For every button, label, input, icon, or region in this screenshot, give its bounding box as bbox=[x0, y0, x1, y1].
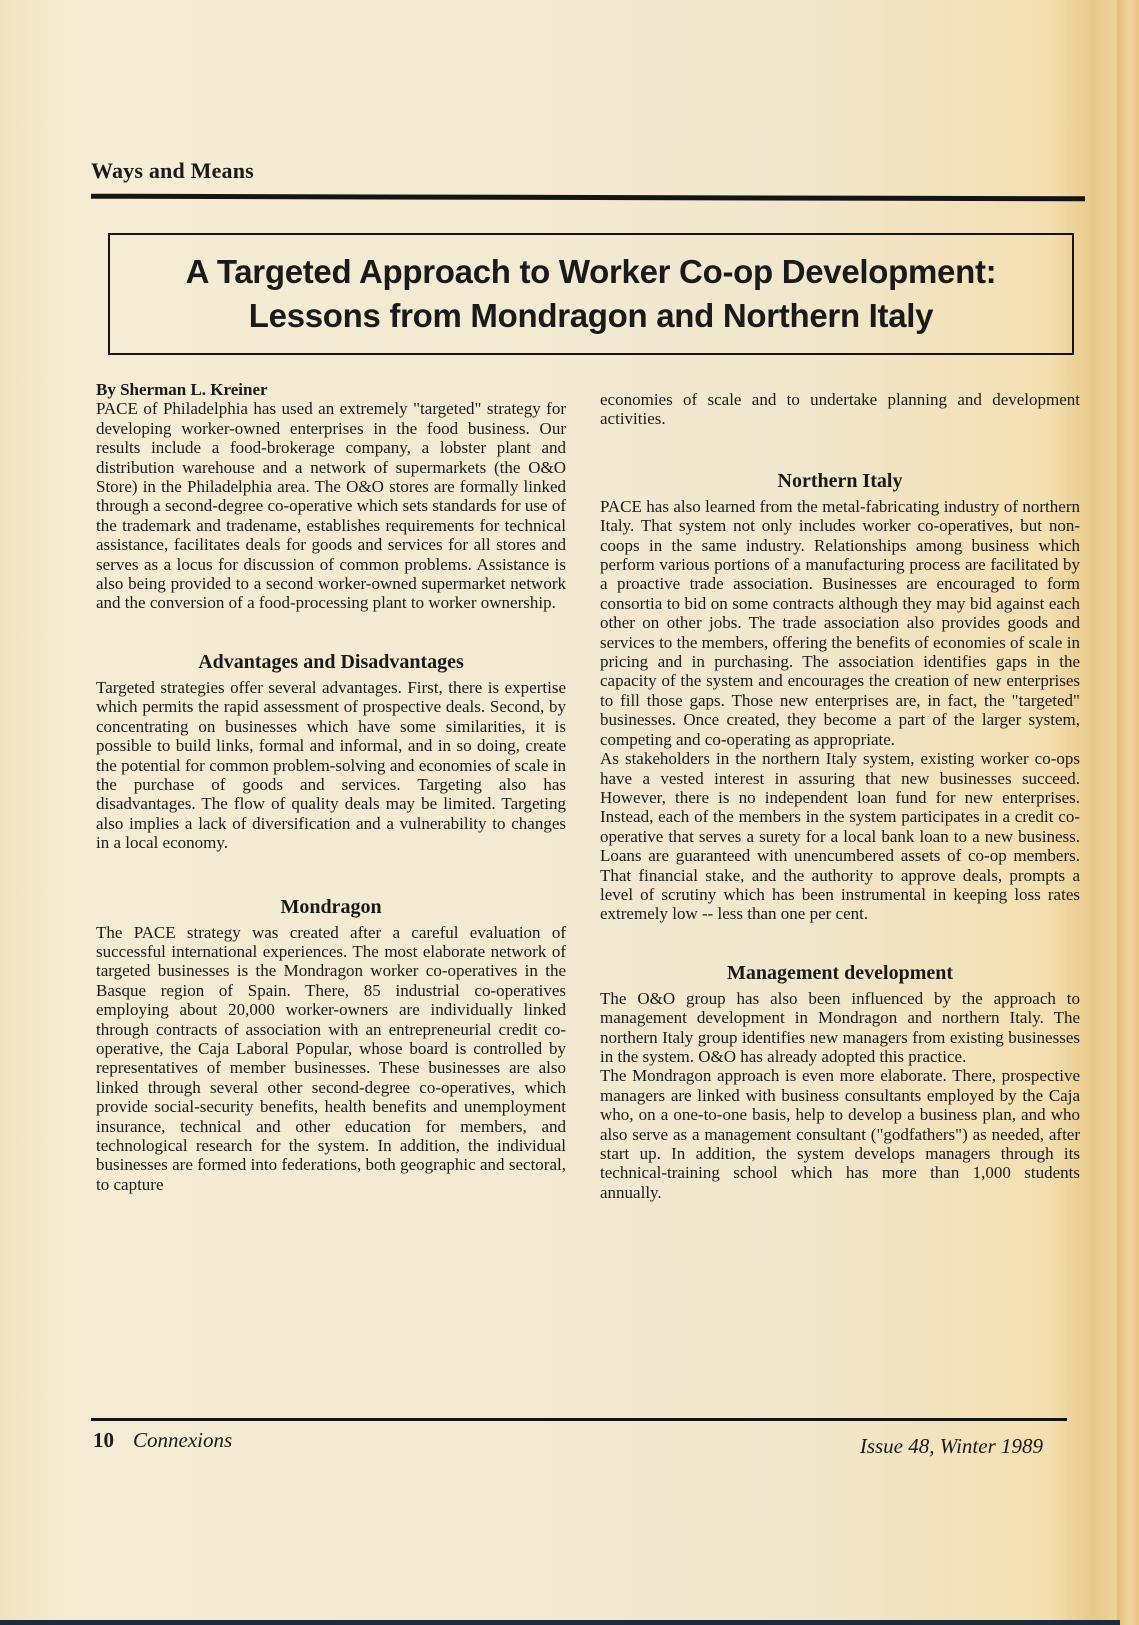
paragraph: PACE has also learned from the metal-fabricating industry of northern Italy. That system not only includes worker co-operatives, but non-coops in the same industry. Relationships among business which perform various portions of a manufacturing process are facilitated by a proactive trade association. Businesses are encouraged to form consortia to bid on some contracts although they may bid against each other on other jobs. The trade association also provides goods and services to the members, offering the benefits of economies of scale in pricing and in purchasing. The association identifies gaps in the capacity of the system and encourages the creation of new enterprises to fill those gaps. Those new enterprises are, in fact, the "targeted" businesses. Once created, they become a part of the larger system, competing and co-operating as appropriate. bbox=[600, 496, 1080, 749]
scan-edge bbox=[0, 1620, 1120, 1625]
header-rule bbox=[91, 194, 1085, 202]
section-heading-advantages: Advantages and Disadvantages bbox=[198, 650, 464, 673]
left-column bbox=[96, 380, 566, 1194]
article-title-line-1: A Targeted Approach to Worker Co-op Development: bbox=[185, 253, 997, 290]
intro-paragraph: PACE of Philadelphia has used an extremely "targeted" strategy for developing worker-owned enterprises in the food business. Our results include a food-brokerage company, a lobster plant and distribution warehouse and a network of supermarkets (the O&O Store) in the Philadelphia area. The O&O stores are formally linked through a second-degree co-operative which sets standards for use of the trademark and tradename, establishes requirements for technical assistance, facilitates deals for goods and services for all stores and serves as a locus for discussion of common problems. Assistance is also being provided to a second worker-owned supermarket network and the conversion of a food-processing plant to worker ownership. bbox=[96, 399, 566, 613]
section-heading-mondragon: Mondragon bbox=[280, 895, 382, 918]
paragraph-continued: economies of scale and to undertake planning and development activities. bbox=[600, 390, 1080, 429]
issue-info: Issue 48, Winter 1989 bbox=[859, 1434, 1043, 1458]
page-number: 10 bbox=[93, 1428, 114, 1452]
paragraph: As stakeholders in the northern Italy system, existing worker co-ops have a vested interest in assuring that new businesses succeed. However, there is no independent loan fund for new enterprises. Instead, each of the members in the system participates in a credit co-operative that serves a surety for a local bank loan to a new business. Loans are guaranteed with unencumbered assets of co-op members. That financial stake, and the authority to approve deals, prompts a level of scrutiny which has been instrumental in keeping loss rates extremely low -- less than one per cent. bbox=[600, 749, 1080, 924]
paragraph: The PACE strategy was created after a careful evaluation of successful international experiences. The most elaborate network of targeted businesses is the Mondragon worker co-operatives in the Basque region of Spain. There, 85 industrial co-operatives employing about 20,000 worker-owners are individually linked through contracts of association with an entrepreneurial credit co-operative, the Caja Laboral Popular, whose board is controlled by representatives of member businesses. These businesses are also linked through several other second-degree co-operatives, which provide social-security benefits, health benefits and unemployment insurance, technical and other education for members, and technological research for the system. In addition, the individual businesses are formed into federations, both geographic and sectoral, to capture bbox=[96, 922, 566, 1194]
paragraph: The O&O group has also been influenced by the approach to management development in Mondragon and northern Italy. The northern Italy group identifies new managers from existing businesses in the system. O&O has already adopted this practice. bbox=[600, 988, 1080, 1066]
article-title-line-2: Lessons from Mondragon and Northern Italy bbox=[248, 297, 934, 334]
byline: By Sherman L. Kreiner bbox=[96, 380, 268, 399]
section-heading-northern-italy: Northern Italy bbox=[777, 469, 903, 492]
right-column bbox=[600, 390, 1080, 1202]
paragraph: Targeted strategies offer several advantages. First, there is expertise which permits the rapid assessment of prospective deals. Second, by concentrating on businesses which have some similarities, it is possible to build links, formal and informal, and in so doing, create the potential for common problem-solving and economies of scale in the purchase of goods and services. Targeting also has disadvantages. The flow of quality deals may be limited. Targeting also implies a lack of diversification and a vulnerability to changes in a local economy. bbox=[96, 677, 566, 853]
article-title-box bbox=[108, 233, 1074, 355]
page-edge bbox=[1117, 0, 1139, 1625]
paragraph: The Mondragon approach is even more elaborate. There, prospective managers are linked with business consultants employed by the Caja who, on a one-to-one basis, help to develop a business plan, and who also serve as a management consultant ("godfathers") as needed, after start up. In addition, the system develops managers through its technical-training school which has more than 1,000 students annually. bbox=[600, 1066, 1080, 1202]
publication-name: Connexions bbox=[133, 1428, 233, 1452]
section-label: Ways and Means bbox=[91, 158, 254, 183]
footer-rule bbox=[91, 1418, 1067, 1421]
section-heading-management: Management development bbox=[726, 961, 954, 984]
